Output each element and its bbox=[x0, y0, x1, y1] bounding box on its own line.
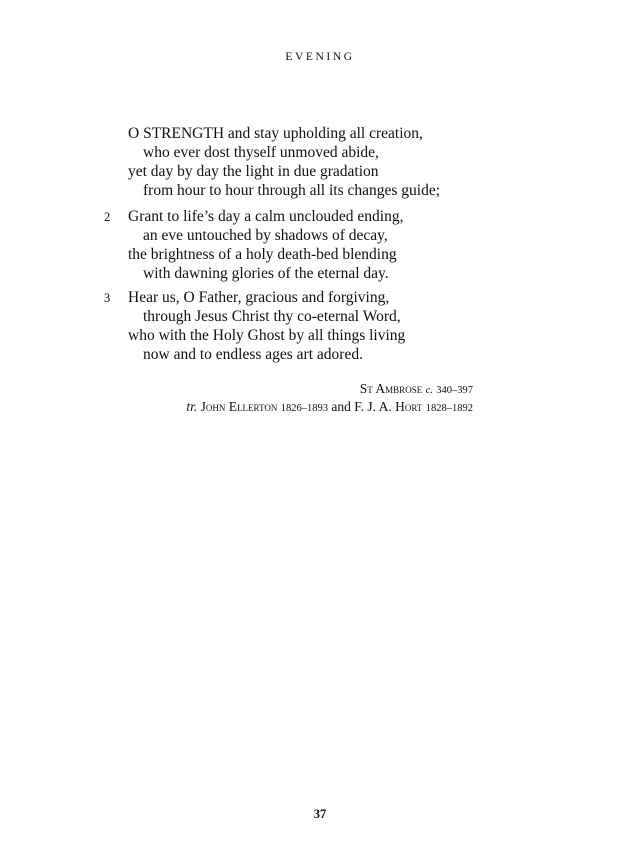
verse-number: 2 bbox=[104, 210, 111, 224]
verse-line: Hear us, O Father, gracious and forgiving, bbox=[128, 289, 390, 306]
verse-line: who with the Holy Ghost by all things living bbox=[128, 327, 406, 344]
author-dates: 340–397 bbox=[436, 385, 473, 396]
page-number: 37 bbox=[313, 807, 327, 821]
verse-line: with dawning glories of the eternal day. bbox=[143, 265, 389, 282]
translator-2-name: F. J. A. Hort bbox=[354, 399, 423, 414]
author-circa: c. bbox=[425, 385, 433, 396]
opening-line-rest: and stay upholding all creation, bbox=[224, 125, 423, 142]
translator-1-name: John Ellerton bbox=[200, 399, 278, 414]
translator-prefix: tr. bbox=[186, 399, 198, 414]
verse-number: 3 bbox=[104, 291, 111, 305]
translator-1-dates: 1826–1893 bbox=[280, 403, 328, 414]
verse-line: now and to endless ages art adored. bbox=[143, 346, 363, 363]
opening-word: O STRENGTH bbox=[128, 125, 225, 142]
verse-line: an eve untouched by shadows of decay, bbox=[143, 227, 388, 244]
author-credit bbox=[360, 381, 473, 397]
translator-conjunction: and bbox=[331, 399, 351, 414]
author-name: St Ambrose bbox=[359, 381, 423, 396]
translator-credit bbox=[186, 399, 473, 415]
verse-line: the brightness of a holy death-bed blending bbox=[128, 246, 397, 263]
verse-line: through Jesus Christ thy co-eternal Word, bbox=[143, 308, 401, 325]
verse-line: who ever dost thyself unmoved abide, bbox=[143, 144, 379, 161]
translator-2-dates: 1828–1892 bbox=[425, 403, 473, 414]
verse-line: from hour to hour through all its changes guide; bbox=[143, 182, 441, 199]
running-head: EVENING bbox=[285, 51, 355, 63]
verse-line bbox=[128, 124, 423, 143]
verse-line: yet day by day the light in due gradation bbox=[128, 163, 379, 180]
verse-line: Grant to life’s day a calm unclouded ending, bbox=[128, 208, 404, 225]
